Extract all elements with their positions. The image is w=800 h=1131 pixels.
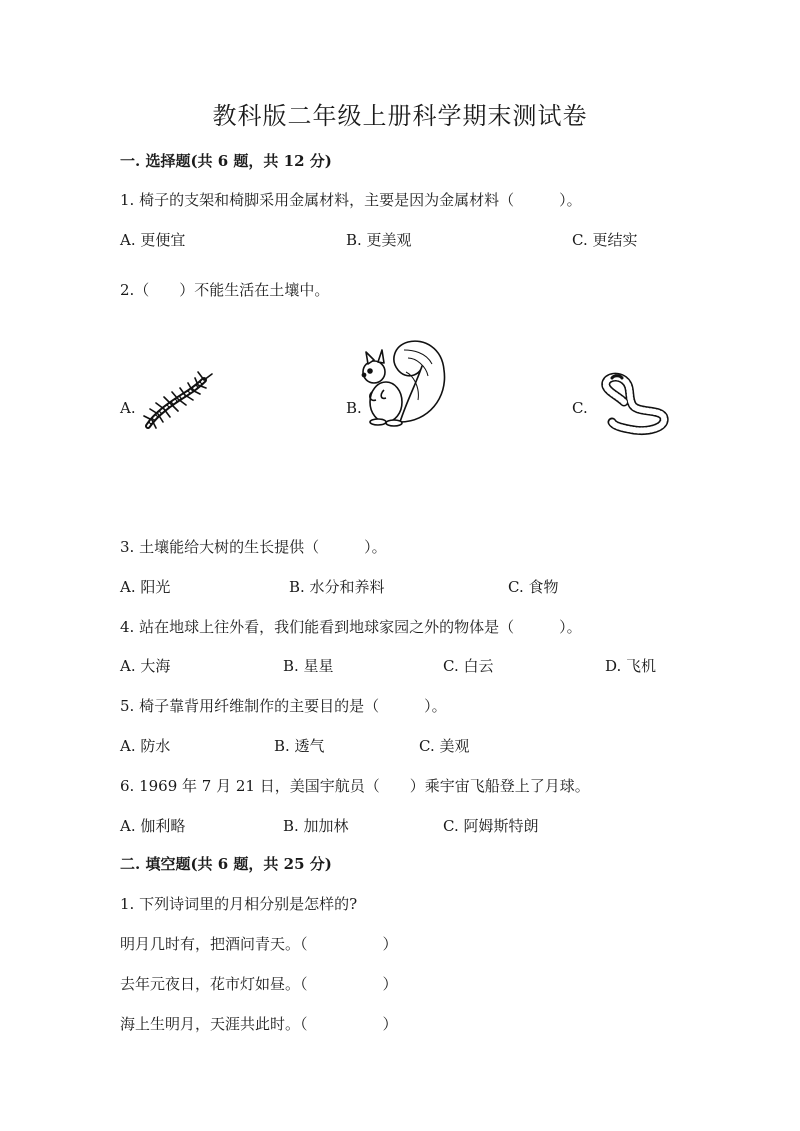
q6-option-c: C. 阿姆斯特朗 xyxy=(443,817,539,835)
question-3: 3. 土壤能给大树的生长提供（ ）。 xyxy=(120,538,387,556)
question-5: 5. 椅子靠背用纤维制作的主要目的是（ ）。 xyxy=(120,697,447,715)
q6-option-b: B. 加加林 xyxy=(283,817,349,835)
q2-option-a: A. xyxy=(120,399,136,417)
q3-option-a: A. 阳光 xyxy=(120,578,171,596)
q1-option-b: B. 更美观 xyxy=(346,231,412,249)
section-heading-choice: 一. 选择题(共 6 题，共 12 分) xyxy=(120,152,332,170)
q5-option-b: B. 透气 xyxy=(274,737,325,755)
question-2: 2.（ ）不能生活在土壤中。 xyxy=(120,281,330,299)
section-heading-fill-blank: 二. 填空题(共 6 题，共 25 分) xyxy=(120,855,332,873)
q2-option-c: C. xyxy=(572,399,588,417)
poem-line-3: 海上生明月，天涯共此时。（ ） xyxy=(120,1015,398,1033)
q3-option-b: B. 水分和养料 xyxy=(289,578,385,596)
q4-option-c: C. 白云 xyxy=(443,657,494,675)
page-title: 教科版二年级上册科学期末测试卷 xyxy=(212,102,588,130)
q4-option-b: B. 星星 xyxy=(283,657,334,675)
q1-option-c: C. 更结实 xyxy=(572,231,638,249)
poem-line-1: 明月几时有，把酒问青天。（ ） xyxy=(120,935,398,953)
question-4: 4. 站在地球上往外看，我们能看到地球家园之外的物体是（ ）。 xyxy=(120,618,582,636)
poem-line-2: 去年元夜日，花市灯如昼。（ ） xyxy=(120,975,398,993)
q5-option-c: C. 美观 xyxy=(419,737,470,755)
question-1: 1. 椅子的支架和椅脚采用金属材料，主要是因为金属材料（ ）。 xyxy=(120,191,582,209)
fill-question-1: 1. 下列诗词里的月相分别是怎样的? xyxy=(120,895,358,913)
q4-option-d: D. 飞机 xyxy=(605,657,657,675)
question-6: 6. 1969 年 7 月 21 日，美国宇航员（ ）乘宇宙飞船登上了月球。 xyxy=(120,777,590,795)
squirrel-image xyxy=(356,336,452,432)
q6-option-a: A. 伽利略 xyxy=(120,817,186,835)
earthworm-image xyxy=(598,372,670,436)
q1-option-a: A. 更便宜 xyxy=(120,231,186,249)
q5-option-a: A. 防水 xyxy=(120,737,171,755)
q2-option-b: B. xyxy=(346,399,362,417)
q4-option-a: A. 大海 xyxy=(120,657,171,675)
centipede-image xyxy=(136,370,216,434)
q3-option-c: C. 食物 xyxy=(508,578,559,596)
